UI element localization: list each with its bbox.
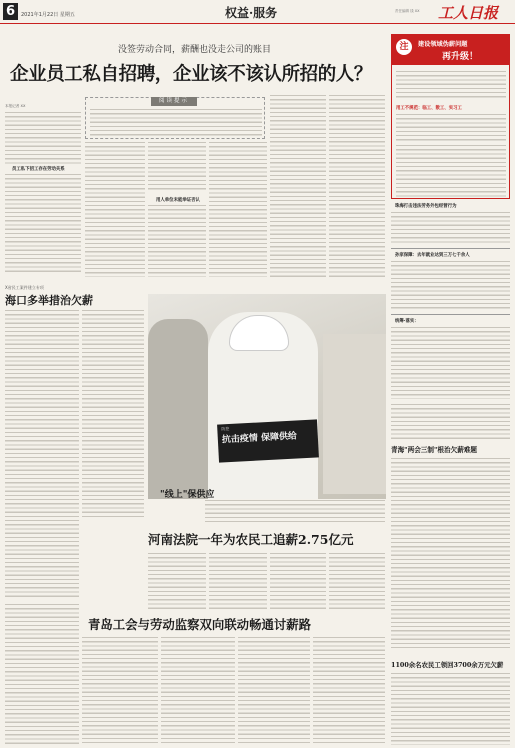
column-subtitle: 再升级！ — [442, 52, 479, 62]
lead-headline: 企业员工私自招聘，企业该不该认所招的人？ — [10, 64, 373, 85]
henan-body-4 — [329, 553, 385, 611]
column-box — [391, 34, 510, 199]
lead-body-col3 — [148, 142, 206, 192]
side-block-2-title: 孙家保障：去年就业达到三万七千余人 — [395, 253, 470, 258]
qingdao-body-3 — [238, 637, 310, 745]
column-lead-text — [396, 71, 506, 99]
column-badge: 注 — [396, 39, 412, 55]
side-block-1 — [391, 203, 510, 245]
henan-body-3 — [270, 553, 326, 611]
column-subhead: 用工不规范：临工、散工、实习工 — [396, 106, 462, 111]
henan-title: 河南法院一年为农民工追薪2.75亿元 — [148, 532, 354, 547]
mid-left-kicker: X省民工案件建立专项 — [5, 285, 44, 290]
mid-left-title: 海口多举措治欠薪 — [5, 294, 93, 307]
qingdao-body-4 — [313, 637, 385, 745]
side-block-2 — [391, 248, 510, 310]
mid-left-body-2 — [82, 310, 144, 520]
lead-body-col4 — [209, 142, 267, 277]
photo-caption-text — [205, 500, 385, 522]
photo-banner — [217, 419, 319, 462]
side-block-4-text — [391, 404, 510, 440]
photo-banner-small: 防控 — [221, 426, 230, 432]
lead-body-col5 — [270, 95, 326, 277]
bottom-left-body — [5, 604, 79, 744]
column-title: 建设领域伪薪问题 — [418, 41, 468, 48]
column-text-2 — [396, 145, 506, 197]
photo-banner-text: 抗击疫情 保障供给 — [221, 431, 298, 446]
arrears-title: 1100余名农民工领回3700余万元欠薪 — [391, 661, 504, 669]
photo-right-box — [323, 334, 386, 494]
qingdao-body-1 — [82, 637, 158, 745]
lead-kicker: 没签劳动合同，薪酬也没走公司的账目 — [118, 45, 272, 55]
column-text-1 — [396, 114, 506, 142]
side-block-3-title: 统筹·落实： — [395, 319, 419, 324]
paper-logo: 工人日报 — [438, 4, 499, 22]
qingdao-body-2 — [161, 637, 235, 745]
henan-body-1 — [148, 553, 206, 611]
reading-prompt-text — [90, 109, 262, 137]
side-block-3 — [391, 314, 510, 400]
photo-caption-head: "线上"保供应 — [160, 490, 215, 500]
lead-body-col2 — [85, 142, 145, 277]
side-block-3-text — [391, 327, 510, 399]
masthead — [0, 0, 515, 24]
reading-prompt-label: 阅读提示 — [151, 97, 197, 106]
lead-reporter: 本报记者 XX — [5, 104, 26, 108]
qinghai-body — [391, 458, 510, 648]
reading-prompt-box — [85, 97, 265, 139]
issue-date: 2021年1月22日 星期五 — [21, 12, 75, 18]
qingdao-title: 青岛工会与劳动监察双向联动畅通讨薪路 — [88, 617, 312, 632]
lead-body-col6 — [329, 95, 385, 277]
side-block-1-title: 珠海打击违法劳务外包经营行为 — [395, 204, 457, 209]
section-title: 权益·服务 — [225, 6, 278, 20]
editor-credit: 责任编辑 钱 XX — [395, 9, 420, 13]
qinghai-title: 青海"两会三制"根治欠薪难题 — [391, 446, 477, 454]
henan-body-2 — [209, 553, 267, 611]
side-block-1-text — [391, 212, 510, 244]
photo-figure-left — [148, 319, 208, 499]
news-photo — [148, 294, 386, 499]
lead-body-col3b — [148, 205, 206, 277]
lead-body-col1b — [5, 174, 81, 272]
arrears-body — [391, 673, 510, 745]
column-box-header — [392, 35, 510, 65]
mid-left-body — [5, 310, 79, 600]
page-number: 6 — [3, 3, 18, 20]
lead-subhead-1: 员工私下招工存在劳动关系 — [12, 167, 65, 172]
lead-subhead-2: 用人单位未能举证否认 — [156, 198, 200, 203]
side-block-2-text — [391, 261, 510, 309]
lead-body-col1 — [5, 112, 81, 164]
